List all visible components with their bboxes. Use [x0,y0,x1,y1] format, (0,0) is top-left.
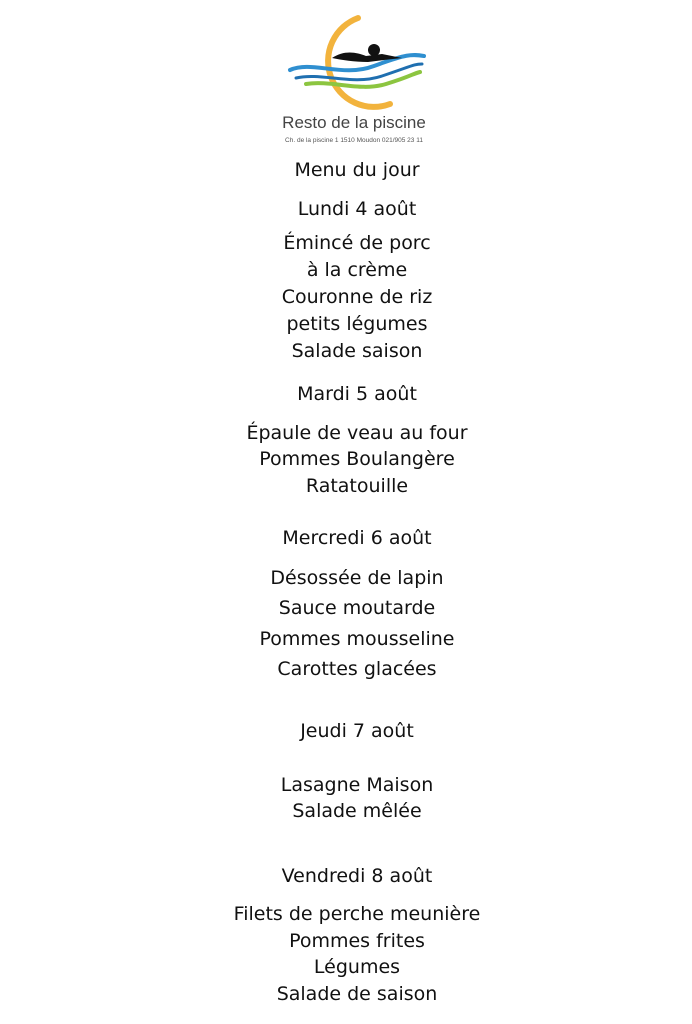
swimmer-logo-icon [282,14,428,110]
dish-line: Émincé de porc [283,232,431,254]
menu-header [0,0,692,160]
dish-line: Sauce moutarde [278,597,436,619]
dish-line: petits légumes [286,313,428,335]
dish-line: Légumes [313,956,401,978]
day-heading: Lundi 4 août [297,198,417,220]
dish-line: Salade saison [291,340,423,362]
dish-line: Lasagne Maison [280,774,434,796]
dish-line: Salade de saison [276,983,438,1005]
restaurant-name: Resto de la piscine [282,113,426,132]
dish-line: Couronne de riz [281,286,433,308]
dish-line: Ratatouille [305,475,409,497]
dish-line: Pommes frites [289,930,425,952]
dish-line: à la crème [306,259,408,281]
day-heading: Mercredi 6 août [282,527,432,549]
restaurant-address: Ch. de la piscine 1 1510 Moudon 021/905 23 11 [285,137,423,144]
dish-line: Désossée de lapin [270,567,444,589]
day-heading: Vendredi 8 août [281,865,433,887]
dish-line: Épaule de veau au four [246,422,468,444]
dish-line: Pommes mousseline [259,628,455,650]
dish-line: Carottes glacées [277,658,437,680]
dish-line: Pommes Boulangère [259,448,455,470]
dish-line: Filets de perche meunière [233,903,481,925]
day-heading: Jeudi 7 août [300,720,414,742]
dish-line: Salade mêlée [292,800,422,822]
menu-title: Menu du jour [294,159,420,181]
day-heading: Mardi 5 août [297,383,417,405]
